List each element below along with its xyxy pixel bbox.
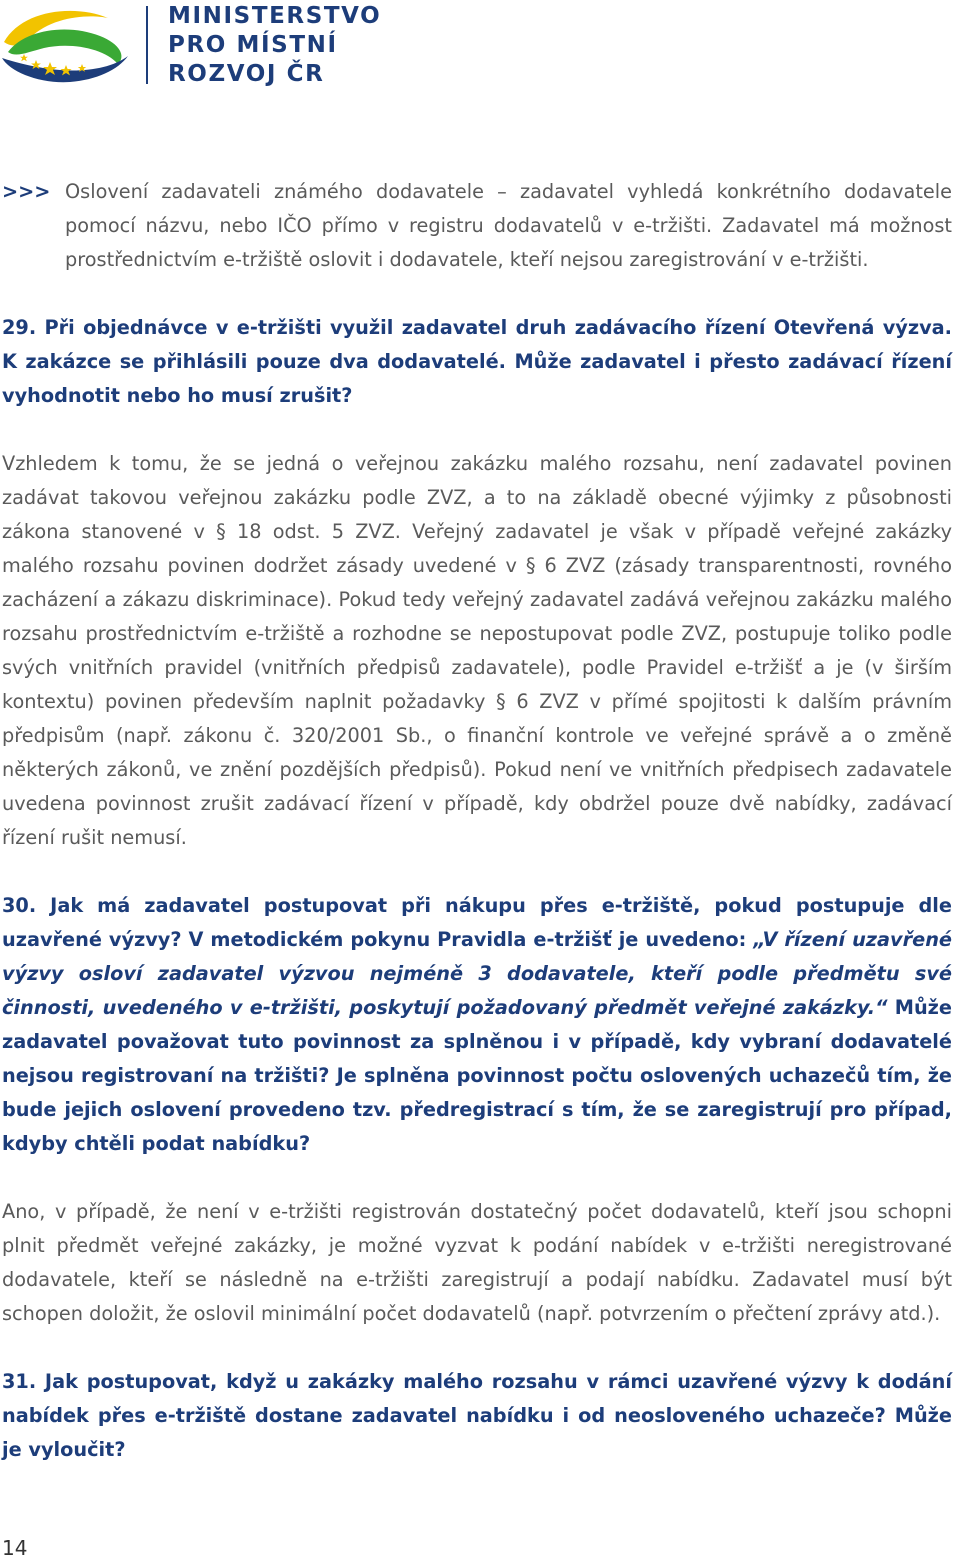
question-29: 29. Při objednávce v e-tržišti využil zadavatel druh zadávacího řízení Otevřená výzva. K zakázce se přihlásili pouze dva dodavatelé. Může zadavatel i přesto zadávací řízení vyhodnotit nebo ho musí zrušit? <box>2 316 952 407</box>
spacer <box>2 855 952 889</box>
page-number: 14 <box>2 1536 28 1560</box>
question-30-part1: 30. Jak má zadavatel postupovat při nákupu přes e-tržiště, pokud postupuje dle uzavřené výzvy? V metodickém pokynu Pravidla e-tržišť je uvedeno: <box>2 894 952 951</box>
bullet-item <box>2 175 952 277</box>
bullet-marker: >>> <box>2 180 51 203</box>
ministry-name-line1: MINISTERSTVO <box>168 3 382 29</box>
bullet-text: Oslovení zadavateli známého dodavatele – zadavatel vyhledá konkrétního dodavatele pomocí názvu, nebo IČO přímo v registru dodavatelů v e-tržišti. Zadavatel má možnost prostřednictvím e-tržiště oslovit i dodavatele, kteří nejsou zaregistrování v e-tržišti. <box>65 180 952 271</box>
spacer <box>2 1161 952 1195</box>
spacer <box>2 413 952 447</box>
answer-30: Ano, v případě, že není v e-tržišti registrován dostatečný počet dodavatelů, kteří jsou schopni plnit předmět veřejné zakázky, je možné vyzvat k podání nabídek v e-tržišti neregistrované dodavatele, kteří se následně na e-tržišti zaregistrují a podají nabídku. Zadavatel musí být schopen doložit, že oslovil minimální počet dodavatelů (např. potvrzením o přečtení zprávy atd.). <box>2 1200 952 1325</box>
question-30-part2: Může zadavatel považovat tuto povinnost za splněnou i v případě, kdy vybraní dodavatelé nejsou registrovaní na tržišti? Je splněna povinnost počtu oslovených uchazečů tím, že bude jejich oslovení provedeno tzv. předregistrací s tím, že se zaregistrují pro případ, kdyby chtěli podat nabídku? <box>2 996 952 1155</box>
spacer <box>2 277 952 311</box>
ministry-name <box>168 2 381 89</box>
header-divider <box>146 6 148 84</box>
question-30 <box>2 889 952 1161</box>
question-30-quote: „V řízení uzavřené výzvy osloví zadavatel výzvou nejméně 3 dodavatele, kteří podle předmětu své činnosti, uvedeného v e-tržišti, poskytují požadovaný předmět veřejné zakázky.“ <box>2 928 952 1019</box>
ministry-logo-icon <box>0 2 132 86</box>
page-header <box>0 0 960 100</box>
document-body <box>2 175 952 1467</box>
ministry-name-line2: PRO MÍSTNÍ <box>168 32 338 58</box>
spacer <box>2 1331 952 1365</box>
ministry-name-line3: ROZVOJ ČR <box>168 61 325 87</box>
answer-29: Vzhledem k tomu, že se jedná o veřejnou zakázku malého rozsahu, není zadavatel povinen zadávat takovou veřejnou zakázku podle ZVZ, a to na základě obecné výjimky z působnosti zákona stanovené v § 18 odst. 5 ZVZ. Veřejný zadavatel je však v případě veřejné zakázky malého rozsahu povinen dodržet zásady uvedené v § 6 ZVZ (zásady transparentnosti, rovného zacházení a zákazu diskriminace). Pokud tedy veřejný zadavatel zadává veřejnou zakázku malého rozsahu prostřednictvím e-tržiště a rozhodne se nepostupovat podle ZVZ, postupuje toliko podle svých vnitřních pravidel (vnitřních předpisů zadavatele), podle Pravidel e-tržišť a je (v širším kontextu) povinen především naplnit požadavky § 6 ZVZ v přímé spojitosti k dalším právním předpisům (např. zákonu č. 320/2001 Sb., o finanční kontrole ve veřejné správě a o změně některých zákonů, ve znění pozdějších předpisů). Pokud není ve vnitřních předpisech zadavatele uvedena povinnost zrušit zadávací řízení v případě, kdy obdržel pouze dvě nabídky, zadávací řízení rušit nemusí. <box>2 452 952 849</box>
question-31: 31. Jak postupovat, když u zakázky malého rozsahu v rámci uzavřené výzvy k dodání nabídek přes e-tržiště dostane zadavatel nabídku i od neosloveného uchazeče? Může je vyloučit? <box>2 1370 952 1461</box>
